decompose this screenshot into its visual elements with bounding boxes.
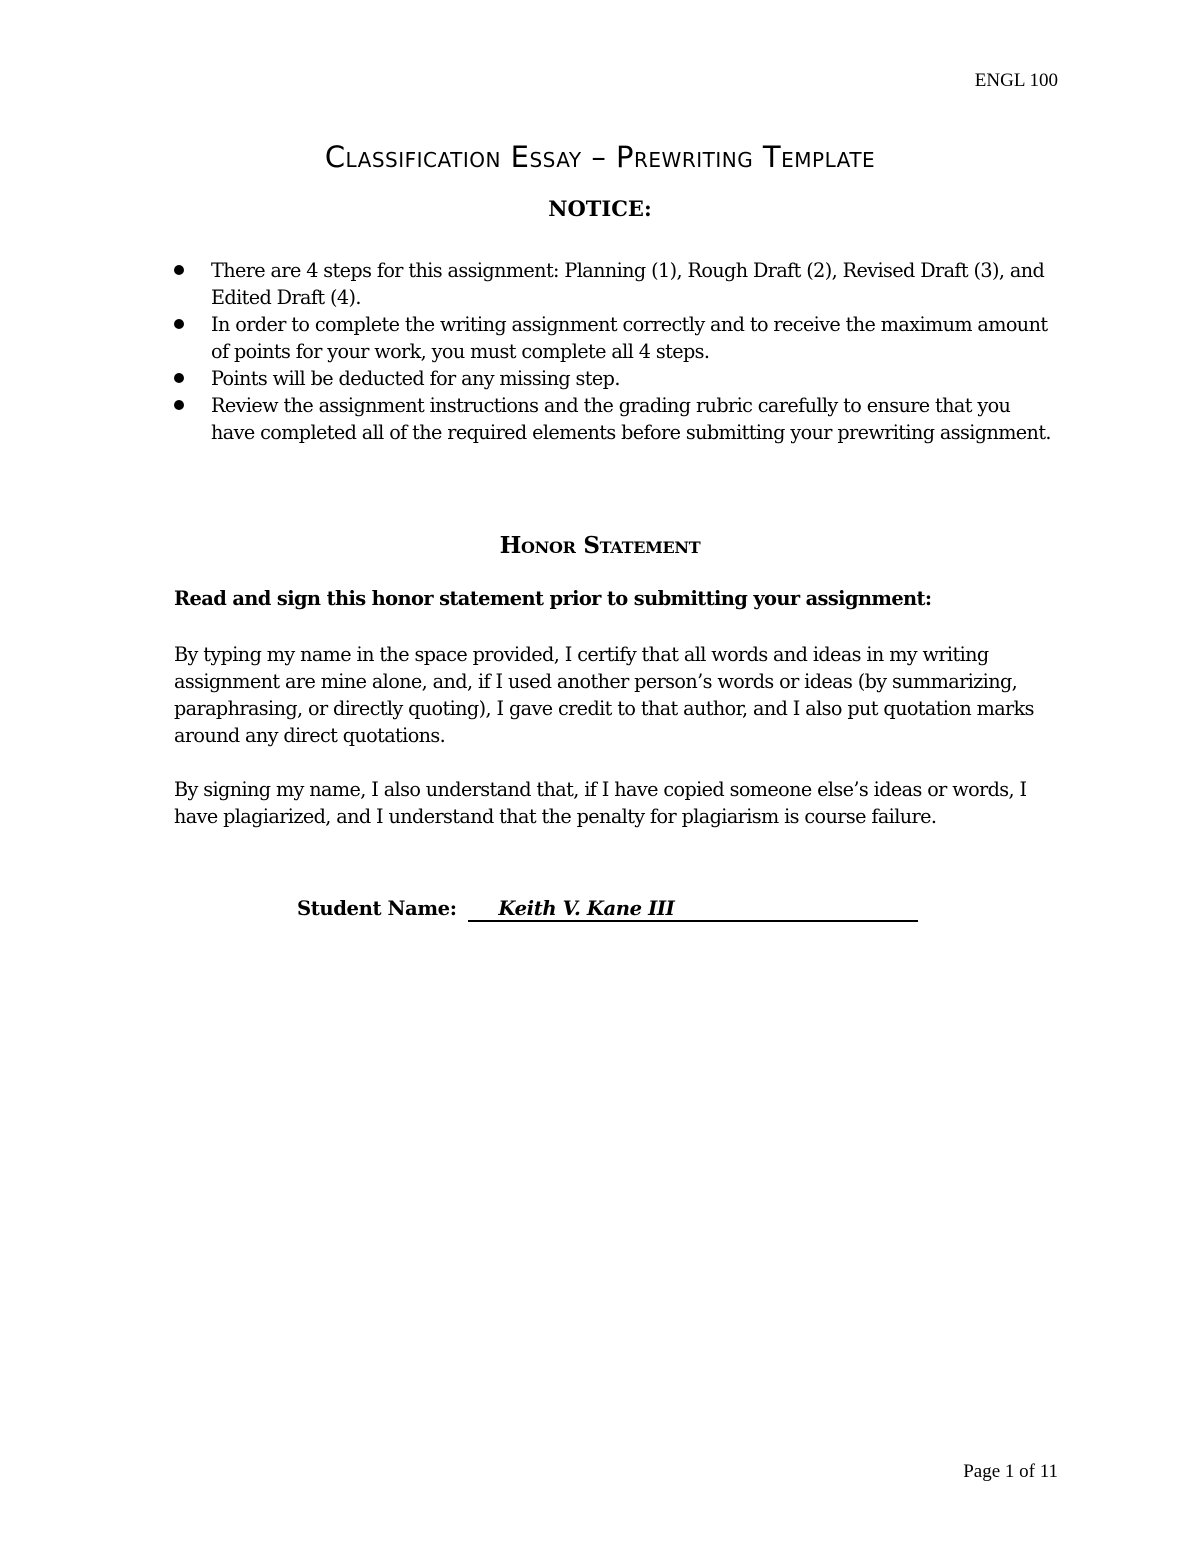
list-item bbox=[174, 311, 1054, 365]
student-name-field[interactable]: Keith V. Kane III bbox=[468, 898, 918, 922]
list-item-text: There are 4 steps for this assignment: Planning (1), Rough Draft (2), Revised Draft (3), and Edited Draft (4). bbox=[211, 259, 1045, 309]
list-item bbox=[174, 257, 1054, 311]
list-item bbox=[174, 392, 1054, 446]
list-item-text: Points will be deducted for any missing step. bbox=[211, 367, 620, 390]
notice-list bbox=[174, 257, 1054, 446]
honor-statement-heading: Honor Statement bbox=[499, 532, 701, 559]
student-name-row bbox=[297, 897, 918, 922]
notice-heading: NOTICE: bbox=[548, 196, 652, 221]
bullet-icon bbox=[174, 373, 184, 383]
document-title: Classification Essay – Prewriting Template bbox=[324, 140, 876, 174]
honor-paragraph-1: By typing my name in the space provided, I certify that all words and ideas in my writing assignment are mine alone, and, if I used another person’s words or ideas (by summarizing, paraphrasing, or directly quoting), I gave credit to that author, and I also put quotation marks around any direct quotations. bbox=[174, 643, 1034, 747]
list-item-text: Review the assignment instructions and the grading rubric carefully to ensure that you have completed all of the required elements before submitting your prewriting assignment. bbox=[211, 394, 1051, 444]
course-code: ENGL 100 bbox=[974, 70, 1058, 91]
bullet-icon bbox=[174, 400, 184, 410]
page-number: Page 1 of 11 bbox=[963, 1461, 1058, 1482]
bullet-icon bbox=[174, 319, 184, 329]
list-item bbox=[174, 365, 1054, 392]
list-item-text: In order to complete the writing assignment correctly and to receive the maximum amount of points for your work, you must complete all 4 steps. bbox=[211, 313, 1048, 363]
honor-instruction: Read and sign this honor statement prior to submitting your assignment: bbox=[174, 587, 932, 610]
bullet-icon bbox=[174, 265, 184, 275]
honor-paragraph-2: By signing my name, I also understand that, if I have copied someone else’s ideas or words, I have plagiarized, and I understand that the penalty for plagiarism is course failure. bbox=[174, 778, 1027, 828]
student-name-label: Student Name: bbox=[297, 897, 457, 920]
